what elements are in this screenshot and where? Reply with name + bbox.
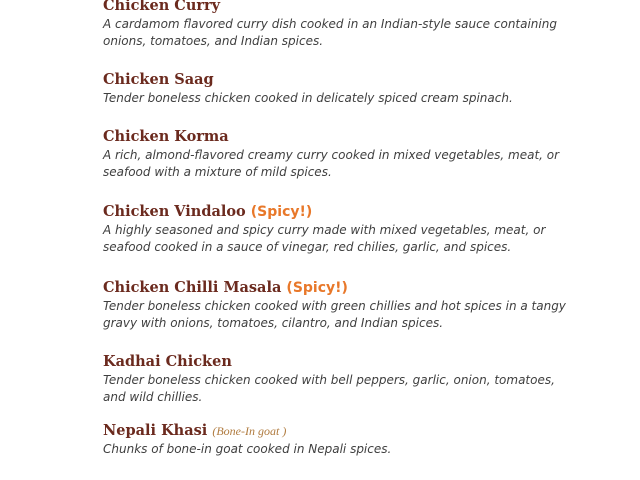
menu-item-chicken-chilli-masala (103, 278, 573, 332)
item-description: Tender boneless chicken cooked in delicately spiced cream spinach. (103, 91, 513, 105)
item-note: (Bone-In goat ) (212, 424, 287, 438)
item-description: Tender boneless chicken cooked with green chillies and hot spices in a tangy gravy with onions, tomatoes, cilantro, and Indian spices. (103, 299, 566, 330)
menu-item-chicken-curry (103, 0, 573, 50)
spicy-badge: (Spicy!) (250, 204, 313, 220)
item-title (103, 202, 573, 222)
item-description: A rich, almond-flavored creamy curry cooked in mixed vegetables, meat, or seafood with a mixture of mild spices. (103, 148, 560, 179)
item-name: Chicken Korma (103, 128, 229, 145)
item-title (103, 127, 573, 147)
item-description: A cardamom flavored curry dish cooked in an Indian-style sauce containing onions, tomatoes, and Indian spices. (103, 17, 557, 48)
item-title (103, 0, 573, 16)
item-title (103, 70, 573, 90)
spicy-badge: (Spicy!) (286, 280, 348, 296)
menu-item-nepali-khasi (103, 421, 573, 458)
item-title (103, 352, 573, 372)
item-description: Tender boneless chicken cooked with bell peppers, garlic, onion, tomatoes, and wild chillies. (103, 373, 555, 404)
item-name: Chicken Chilli Masala (103, 279, 282, 296)
menu-item-kadhai-chicken (103, 352, 573, 406)
item-description: Chunks of bone-in goat cooked in Nepali spices. (103, 442, 392, 456)
item-name: Kadhai Chicken (103, 353, 232, 370)
item-name: Chicken Vindaloo (103, 203, 246, 220)
menu-item-chicken-saag (103, 70, 573, 107)
item-title (103, 421, 573, 441)
item-name: Chicken Saag (103, 71, 214, 88)
menu-item-chicken-vindaloo (103, 202, 573, 256)
item-title (103, 278, 573, 298)
item-name: Nepali Khasi (103, 422, 208, 439)
item-name: Chicken Curry (103, 0, 221, 14)
item-description: A highly seasoned and spicy curry made with mixed vegetables, meat, or seafood cooked in a sauce of vinegar, red chilies, garlic, and spices. (103, 223, 546, 254)
menu-item-chicken-korma (103, 127, 573, 181)
